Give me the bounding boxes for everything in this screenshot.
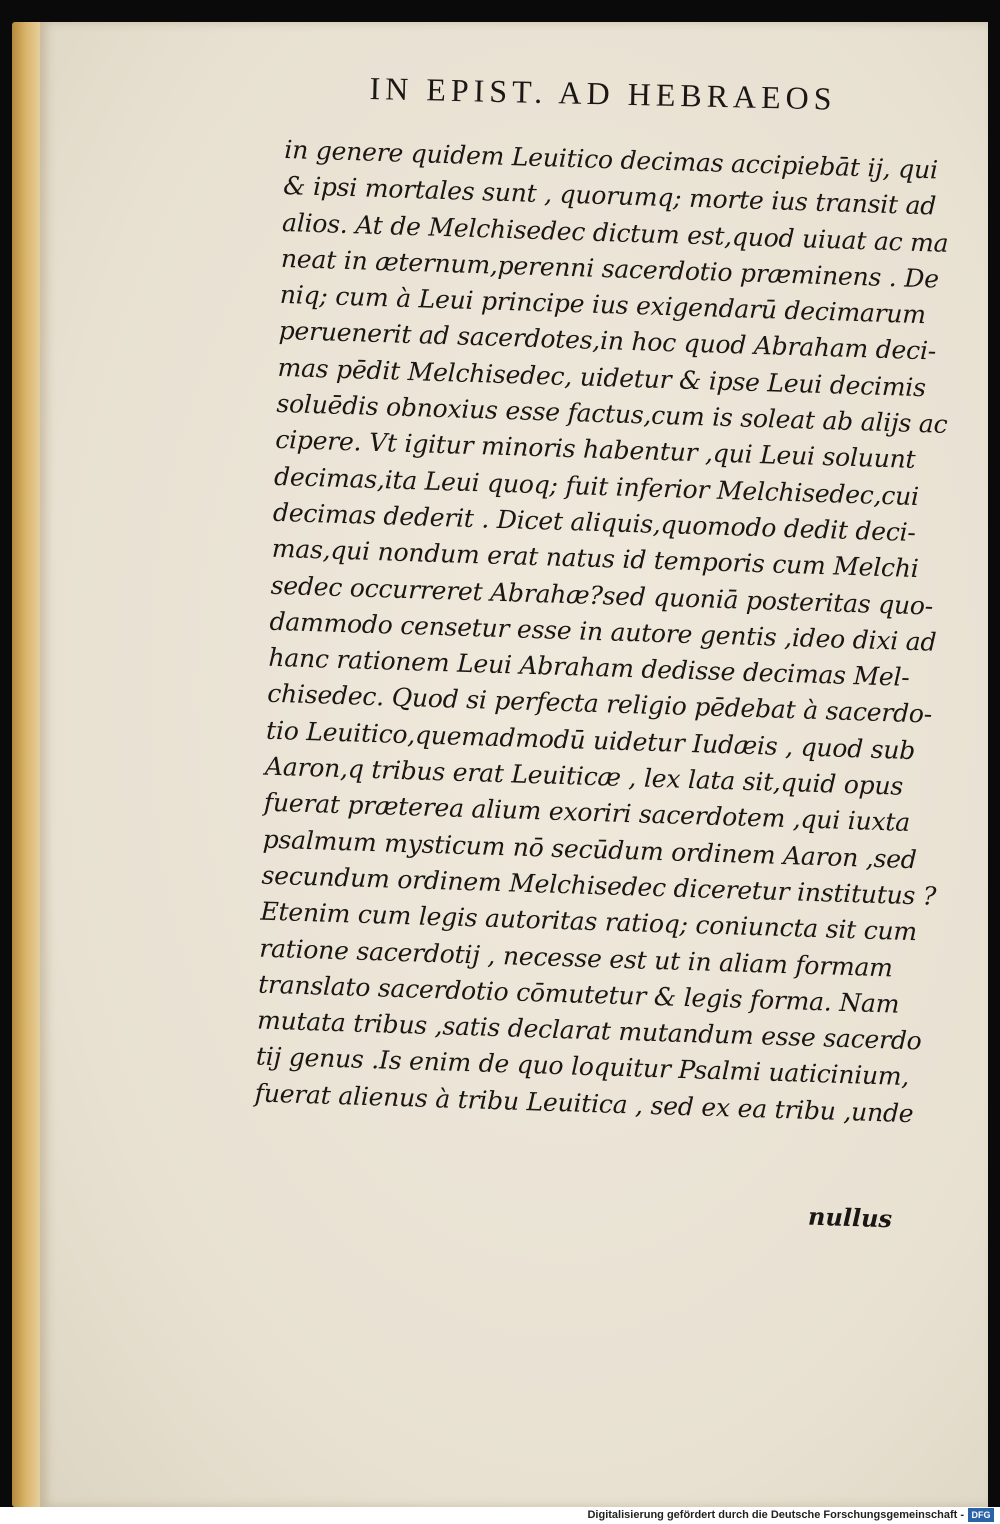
text-line: decimas dederit . Dicet aliquis,quomodo dedit deci- xyxy=(272,497,917,547)
text-line: neat in æternum,perenni sacerdotio præminens . De xyxy=(280,243,940,294)
text-line: cipere. Vt igitur minoris habentur ,qui Leui soluunt xyxy=(274,425,916,475)
body-text xyxy=(254,132,949,1132)
text-line: alios. At de Melchisedec dictum est,quod uiuat ac ma xyxy=(281,207,949,258)
text-line: fuerat alienus à tribu Leuitica , sed ex ea tribu ,unde xyxy=(254,1078,914,1128)
running-head: IN EPIST. AD HEBRAEOS xyxy=(369,70,837,117)
text-line: fuerat præterea alium exoriri sacerdotem ,qui iuxta xyxy=(263,788,911,838)
text-line: & ipsi mortales sunt , quorumq; morte ius transit ad xyxy=(282,171,937,221)
text-line: peruenerit ad sacerdotes,in hoc quod Abraham deci- xyxy=(278,316,937,367)
text-line: Aaron,q tribus erat Leuiticæ , lex lata sit,quid opus xyxy=(264,751,904,801)
text-line: sedec occurreret Abrahæ?sed quoniā posteritas quo- xyxy=(270,570,934,621)
text-line: hanc rationem Leui Abraham dedisse decimas Mel- xyxy=(268,642,911,693)
text-line: psalmum mysticum nō secūdum ordinem Aaron ,sed xyxy=(262,824,918,874)
text-line: dammodo censetur esse in autore gentis ,ideo dixi ad xyxy=(269,606,937,657)
text-line: tij genus .Is enim de quo loquitur Psalmi uaticinium, xyxy=(255,1041,910,1092)
text-line: mas,qui nondum erat natus id temporis cum Melchi xyxy=(271,534,919,584)
text-line: chisedec. Quod si perfecta religio pēdebat à sacerdo- xyxy=(266,679,933,730)
text-line: in genere quidem Leuitico decimas accipiebāt ij, qui xyxy=(283,134,939,185)
text-line: translato sacerdotio cōmutetur & legis forma. Nam xyxy=(257,969,900,1019)
funding-credit: Digitalisierung gefördert durch die Deutsche Forschungsgemeinschaft - xyxy=(587,1509,964,1521)
text-line: secundum ordinem Melchisedec diceretur institutus ? xyxy=(261,860,937,911)
text-line: niq; cum à Leui principe ius exigendarū decimarum xyxy=(279,280,927,330)
text-line: ratione sacerdotij , necesse est ut in aliam formam xyxy=(258,933,894,983)
text-line: decimas,ita Leui quoq; fuit inferior Melchisedec,cui xyxy=(273,461,920,511)
text-line: mutata tribus ,satis declarat mutandum esse sacerdo xyxy=(256,1005,922,1056)
text-line: tio Leuitico,quemadmodū uidetur Iudæis , quod sub xyxy=(265,715,916,765)
catchword: nullus xyxy=(807,1201,893,1234)
dfg-logo-icon: DFG xyxy=(968,1508,994,1522)
text-line: mas pēdit Melchisedec, uidetur & ipse Leui decimis xyxy=(277,352,927,403)
text-line: Etenim cum legis autoritas ratioq; coniuncta sit cum xyxy=(260,896,918,947)
text-line: soluēdis obnoxius esse factus,cum is soleat ab alijs ac xyxy=(276,388,948,440)
